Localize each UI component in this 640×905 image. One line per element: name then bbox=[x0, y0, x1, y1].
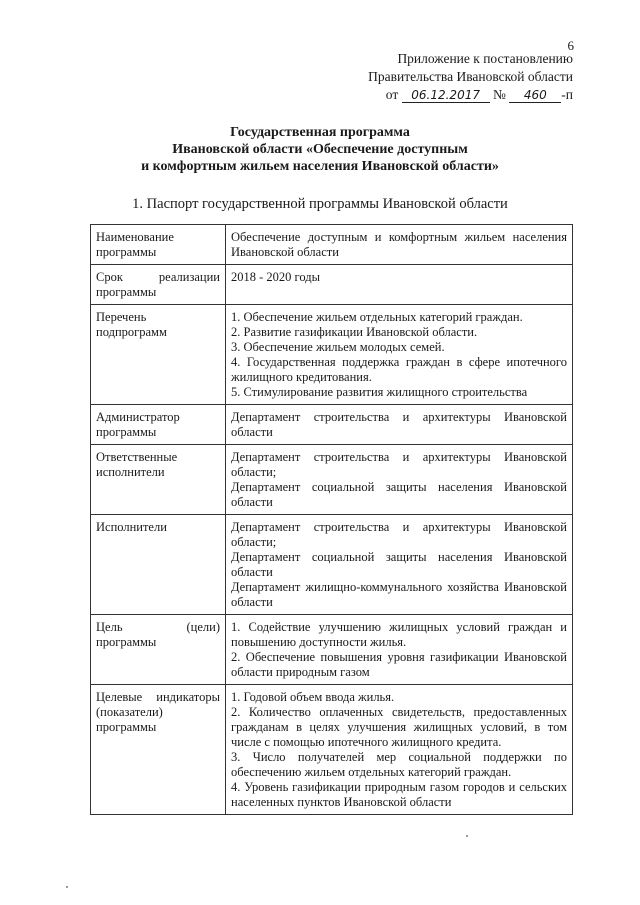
label-part: программы bbox=[96, 285, 157, 299]
table-row bbox=[91, 445, 573, 515]
scan-speck bbox=[66, 886, 68, 888]
label-justified-line bbox=[96, 620, 220, 635]
page-number: 6 bbox=[567, 38, 574, 53]
row-value bbox=[226, 515, 573, 615]
row-label: Перечень подпрограмм bbox=[91, 305, 226, 405]
value-item: 1. Содействие улучшению жилищных условий граждан и повышению доступности жилья. bbox=[231, 620, 567, 649]
label-part: Цель bbox=[96, 620, 123, 634]
appendix-date-line bbox=[368, 86, 573, 104]
value-item: 4. Государственная поддержка граждан в сфере ипотечного жилищного кредитования. bbox=[231, 355, 567, 384]
label-part: индикаторы bbox=[156, 690, 220, 704]
row-value bbox=[226, 405, 573, 445]
value-item: 2. Обеспечение повышения уровня газификации Ивановской области природным газом bbox=[231, 650, 567, 679]
row-label bbox=[91, 685, 226, 815]
value-item: 3. Число получателей мер социальной поддержки по обеспечению жильем отдельных категорий граждан. bbox=[231, 750, 567, 779]
row-label: Наименование программы bbox=[91, 225, 226, 265]
row-value bbox=[226, 615, 573, 685]
label-part: (показатели) программы bbox=[96, 705, 163, 734]
row-value bbox=[226, 445, 573, 515]
row-label: Исполнители bbox=[91, 515, 226, 615]
appendix-line-2: Правительства Ивановской области bbox=[368, 69, 573, 84]
table-row bbox=[91, 225, 573, 265]
value-item: 2. Развитие газификации Ивановской области. bbox=[231, 325, 478, 339]
table-row bbox=[91, 265, 573, 305]
scan-speck bbox=[466, 835, 468, 837]
row-label bbox=[91, 265, 226, 305]
value-item: 3. Обеспечение жильем молодых семей. bbox=[231, 340, 445, 354]
handwritten-date: 06.12.2017 bbox=[402, 88, 490, 103]
appendix-header bbox=[368, 50, 573, 104]
appendix-line-1: Приложение к постановлению bbox=[397, 51, 573, 66]
value-item: 4. Уровень газификации природным газом городов и сельских населенных пунктов Ивановской области bbox=[231, 780, 567, 809]
title-line-3: и комфортным жильем населения Ивановской области» bbox=[141, 159, 499, 174]
value-item: Департамент строительства и архитектуры Ивановской области bbox=[231, 410, 567, 439]
handwritten-number: 460 bbox=[509, 88, 561, 103]
row-value bbox=[226, 305, 573, 405]
title-line-2: Ивановской области «Обеспечение доступным bbox=[172, 142, 468, 157]
row-value bbox=[226, 685, 573, 815]
label-part: Срок bbox=[96, 270, 123, 284]
value-item: Департамент социальной защиты населения Ивановской области bbox=[231, 480, 567, 509]
label-part: реализации bbox=[158, 270, 220, 284]
from-label: от bbox=[385, 87, 399, 102]
row-label bbox=[91, 615, 226, 685]
label-part: Целевые bbox=[96, 690, 143, 704]
number-label: № bbox=[493, 87, 506, 102]
number-suffix: -п bbox=[561, 87, 573, 102]
value-item: 5. Стимулирование развития жилищного строительства bbox=[231, 385, 528, 399]
table-row bbox=[91, 305, 573, 405]
row-value bbox=[226, 265, 573, 305]
value-item: 1. Годовой объем ввода жилья. bbox=[231, 690, 395, 704]
label-justified-line bbox=[96, 270, 220, 285]
program-title bbox=[0, 124, 640, 175]
passport-table bbox=[90, 224, 573, 815]
value-item: Департамент жилищно-коммунального хозяйства Ивановской области bbox=[231, 580, 567, 609]
label-part: программы bbox=[96, 635, 157, 649]
value-item: Департамент строительства и архитектуры Ивановской области; bbox=[231, 450, 567, 479]
label-justified-line bbox=[96, 690, 220, 705]
value-item: Обеспечение доступным и комфортным жильем населения Ивановской области bbox=[231, 230, 567, 259]
table-row bbox=[91, 405, 573, 445]
value-item: 2018 - 2020 годы bbox=[231, 270, 321, 284]
table-row bbox=[91, 515, 573, 615]
value-item: 1. Обеспечение жильем отдельных категорий граждан. bbox=[231, 310, 523, 324]
table-row bbox=[91, 685, 573, 815]
table-row bbox=[91, 615, 573, 685]
row-value bbox=[226, 225, 573, 265]
value-item: Департамент строительства и архитектуры Ивановской области; bbox=[231, 520, 567, 549]
label-part: (цели) bbox=[186, 620, 220, 634]
row-label: Администратор программы bbox=[91, 405, 226, 445]
value-item: 2. Количество оплаченных свидетельств, предоставленных гражданам в целях улучшения жилищных условий, в том числе с помощью ипотечного жилищного кредита. bbox=[231, 705, 567, 749]
title-line-1: Государственная программа bbox=[230, 125, 410, 140]
value-item: Департамент социальной защиты населения Ивановской области bbox=[231, 550, 567, 579]
row-label: Ответственные исполнители bbox=[91, 445, 226, 515]
section-title: 1. Паспорт государственной программы Ивановской области bbox=[132, 196, 508, 212]
